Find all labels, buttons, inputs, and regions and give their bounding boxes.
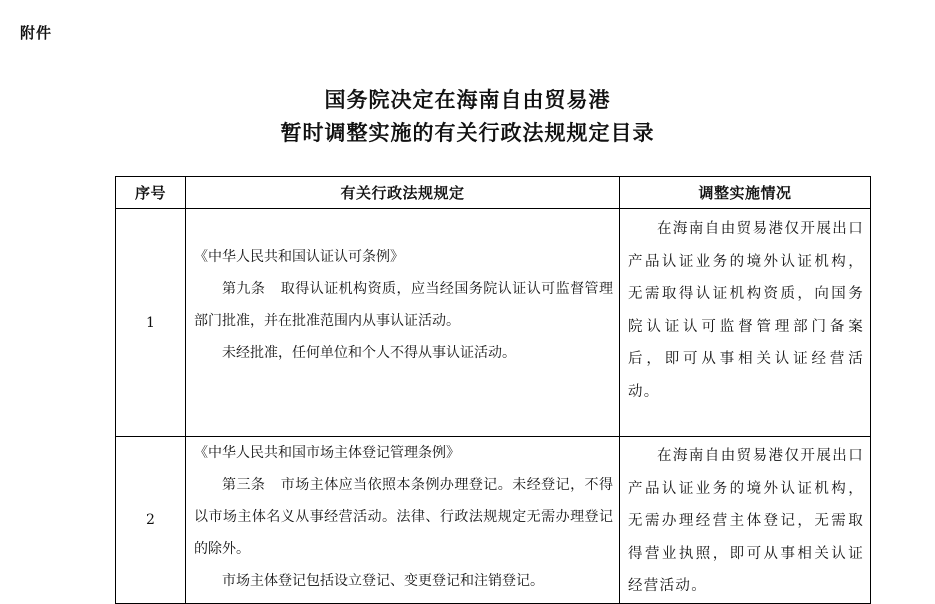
adjustment-cell	[620, 437, 871, 604]
row-number: 2	[116, 437, 186, 604]
table-row	[116, 437, 871, 604]
row-number: 1	[116, 209, 186, 437]
adjustment-text: 在海南自由贸易港仅开展出口产品认证业务的境外认证机构，无需办理经营主体登记，无需取得营业执照，即可从事相关认证经营活动。	[628, 448, 864, 594]
regulation-cell	[186, 437, 620, 604]
article-text: 市场主体应当依照本条例办理登记。未经登记，不得以市场主体名义从事经营活动。法律、行政法规规定无需办理登记的除外。	[194, 477, 614, 557]
regulation-title: 《中华人民共和国认证认可条例》	[194, 249, 404, 265]
article-number: 第九条	[222, 281, 266, 297]
document-title-line-1: 国务院决定在海南自由贸易港	[324, 87, 611, 112]
regulation-title: 《中华人民共和国市场主体登记管理条例》	[194, 445, 460, 461]
regulations-table	[115, 176, 871, 604]
article-text: 取得认证机构资质，应当经国务院认证认可监督管理部门批准，并在批准范围内从事认证活动。	[194, 281, 614, 329]
regulation-extra-paragraph: 未经批准，任何单位和个人不得从事认证活动。	[222, 345, 516, 361]
adjustment-cell	[620, 209, 871, 437]
regulation-article	[194, 273, 613, 337]
column-header-adjustment: 调整实施情况	[620, 177, 871, 209]
article-number: 第三条	[222, 477, 266, 493]
table-header-row	[116, 177, 871, 209]
table-row	[116, 209, 871, 437]
column-header-number: 序号	[116, 177, 186, 209]
attachment-label: 附件	[20, 24, 53, 42]
document-title-line-2: 暂时调整实施的有关行政法规规定目录	[280, 120, 655, 145]
column-header-regulation: 有关行政法规规定	[186, 177, 620, 209]
regulation-article	[194, 469, 613, 565]
adjustment-text: 在海南自由贸易港仅开展出口产品认证业务的境外认证机构，无需取得认证机构资质，向国务院认证认可监督管理部门备案后，即可从事相关认证经营活动。	[628, 221, 864, 400]
regulation-cell	[186, 209, 620, 437]
regulation-extra-paragraph: 市场主体登记包括设立登记、变更登记和注销登记。	[222, 573, 544, 589]
